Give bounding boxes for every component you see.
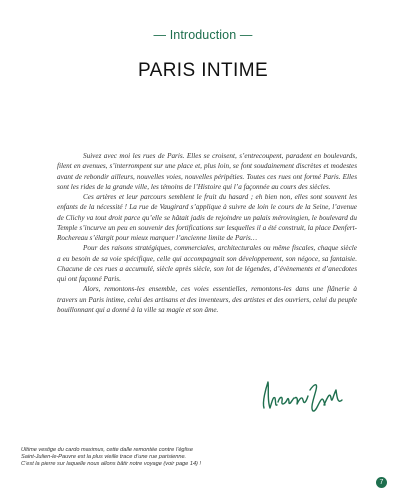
paragraph: Ces artères et leur parcours semblent le fruit du hasard ; eh bien non, elles sont souvent les enfants de la nécessité ! La rue de Vaugirard s’applique à suivre de loin le cours de la Seine, l’avenue de Clichy va tout droit parce qu’elle se hâtait jadis de rejoindre un palais mérovingien, le boulevard du Temple s’incurve un peu en souvenir des fortifications sur lesquelles il a été construit, la place Denfert-Rochereau s’élargit pour mieux marquer l’ancienne limite de Paris…	[57, 193, 357, 242]
paragraph: Pour des raisons stratégiques, commerciales, architecturales ou même fiscales, chaque siècle a eu besoin de sa voie spécifique, celle qui accompagnait son développement, son négoce, sa fantaisie. Chacune de ces rues a accumulé, siècle après siècle, son lot de légendes, d’évènements et d’anecdotes qui ont façonné Paris.	[57, 244, 357, 283]
body-text	[57, 151, 357, 315]
photo-caption	[21, 447, 271, 469]
paragraph: Suivez avec moi les rues de Paris. Elles se croisent, s’entrecoupent, paradent en boulevards, filent en avenues, s’interrompent sur une place et, plus loin, se font soudainement discrètes et modestes avant de rebondir ailleurs, nouvelles voies, nouvelles péripéties. Toutes ces rues ont formé Paris. Elles sont les rides de la grande ville, les témoins de l’Histoire qui l’a façonnée au cours des siècles.	[57, 152, 357, 191]
paragraph: Alors, remontons-les ensemble, ces voies essentielles, remontons-les dans une flânerie à travers un Paris intime, celui des artisans et des inventeurs, des artistes et des ouvriers, celui du peuple bouillonnant qui a donné à la ville sa magie et son âme.	[57, 285, 357, 314]
caption-line: Saint-Julien-le-Pauvre est la plus vieille trace d’une rue parisienne.	[21, 454, 187, 461]
caption-line: Ultime vestige du cardo maximus, cette dalle remontée contre l’église	[21, 447, 193, 453]
header-dash-left: —	[153, 28, 167, 42]
page-number: 7	[376, 477, 387, 488]
section-label: Introduction	[169, 28, 237, 42]
page-title: PARIS INTIME	[137, 60, 269, 81]
section-header	[0, 28, 406, 42]
author-signature	[258, 378, 348, 416]
caption-line: C’est la pierre sur laquelle nous allons bâtir notre voyage (voir page 14) !	[21, 461, 202, 468]
header-dash-right: —	[239, 28, 253, 42]
